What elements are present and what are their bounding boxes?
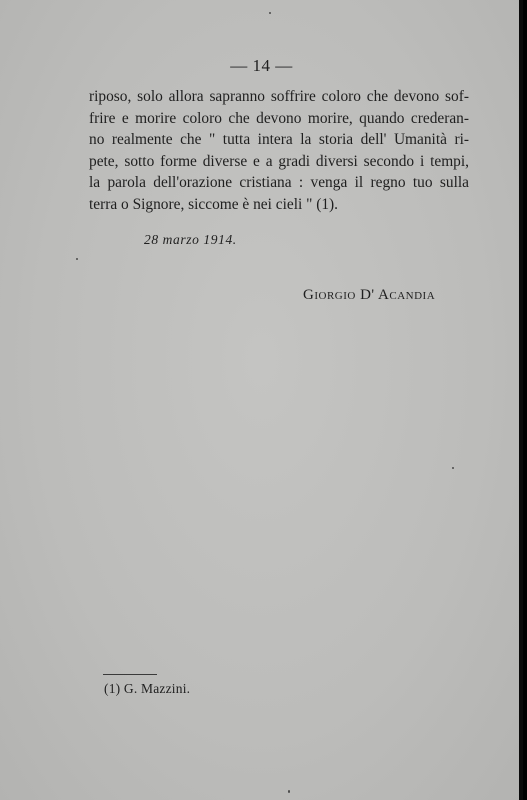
- author-signature: Giorgio D' Acandia: [303, 287, 436, 303]
- body-line: pete, sotto forme diverse e a gradi diversi secondo i tempi,: [89, 152, 469, 170]
- body-line: frire e morire coloro che devono morire, quando crederan-: [89, 109, 469, 127]
- body-line: la parola dell'orazione cristiana : venga il regno tuo sulla: [89, 174, 469, 191]
- footnote-divider: [103, 674, 157, 675]
- paper-speck: [269, 12, 271, 14]
- page-edge-shadow: [519, 0, 523, 800]
- page-number: — 14 —: [230, 56, 293, 75]
- body-paragraph: [89, 86, 469, 215]
- body-line: riposo, solo allora sapranno soffrire coloro che devono sof-: [89, 88, 469, 105]
- paper-speck: [452, 467, 454, 469]
- paper-speck: [76, 258, 78, 260]
- body-line: no realmente che " tutta intera la storia dell' Umanità ri-: [89, 131, 469, 148]
- footnote: (1) G. Mazzini.: [104, 681, 191, 696]
- paper-speck: [288, 790, 290, 793]
- body-line: terra o Signore, siccome è nei cieli " (1).: [89, 195, 339, 213]
- date-line: 28 marzo 1914.: [144, 232, 237, 247]
